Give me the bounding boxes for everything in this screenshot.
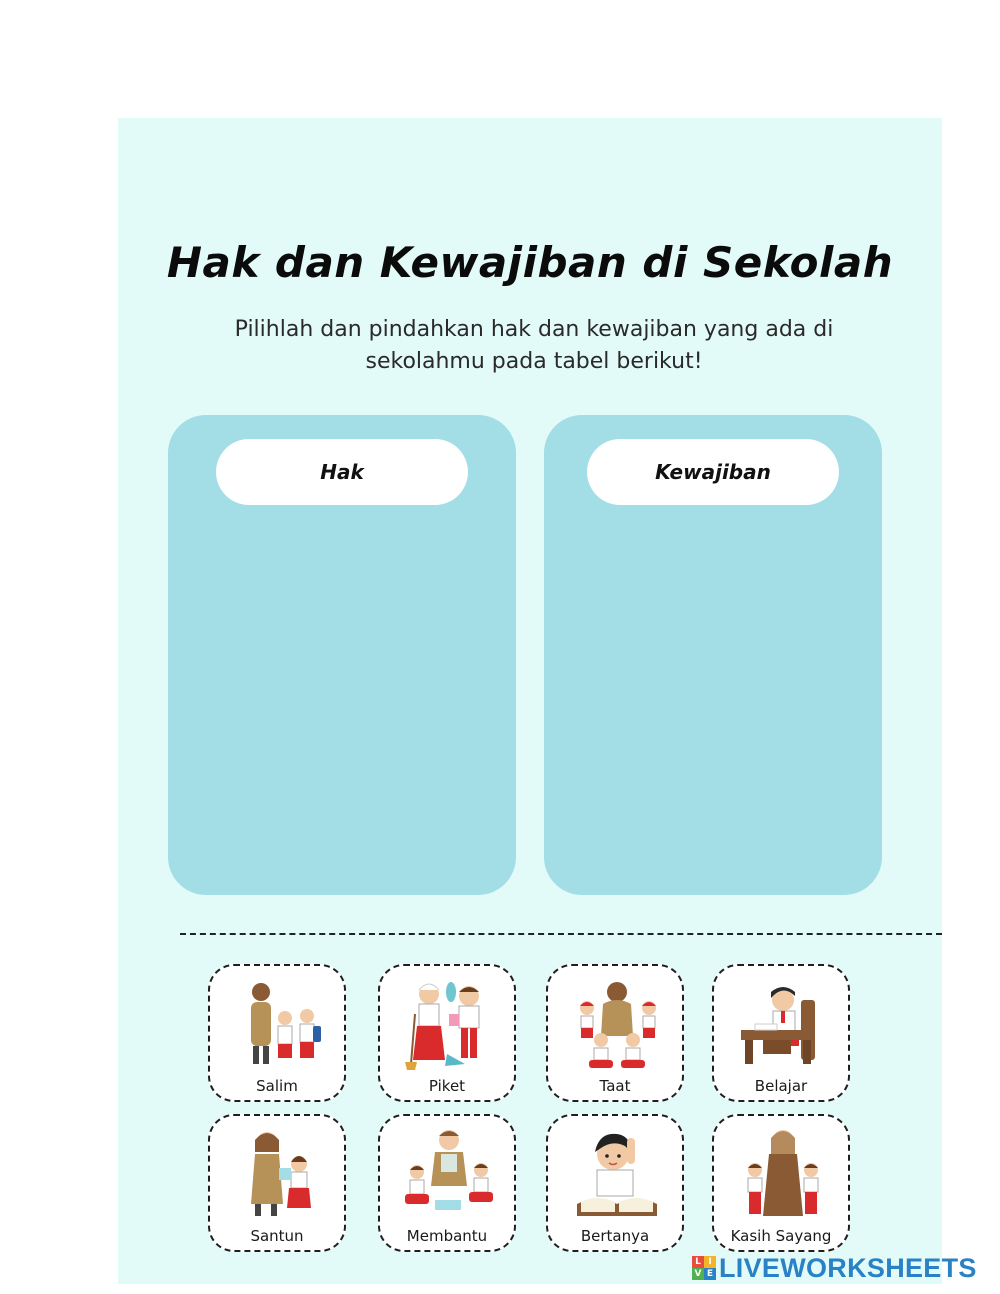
logo-letter: V bbox=[692, 1268, 704, 1280]
liveworksheets-logo bbox=[692, 1252, 977, 1284]
logo-letter: L bbox=[692, 1256, 704, 1268]
drop-zone-hak[interactable] bbox=[168, 415, 516, 895]
drag-card-membantu[interactable] bbox=[378, 1114, 516, 1252]
drop-zone-kewajiban[interactable] bbox=[544, 415, 882, 895]
worksheet-page bbox=[118, 118, 942, 1284]
column-header-hak: Hak bbox=[216, 439, 468, 505]
card-label: Membantu bbox=[406, 1227, 488, 1245]
card-label: Salim bbox=[256, 1077, 298, 1095]
logo-letter: E bbox=[704, 1268, 716, 1280]
instruction-line-1: Pilihlah dan pindahkan hak dan kewajiban yang ada di bbox=[234, 317, 834, 342]
card-label: Kasih Sayang bbox=[730, 1227, 832, 1245]
card-label: Taat bbox=[599, 1077, 631, 1095]
card-label: Santun bbox=[250, 1227, 304, 1245]
instruction-text bbox=[178, 314, 890, 378]
page-title: Hak dan Kewajiban di Sekolah bbox=[166, 238, 894, 287]
logo-letter: I bbox=[704, 1256, 716, 1268]
drag-card-bertanya[interactable] bbox=[546, 1114, 684, 1252]
teacher-greeting-students-icon bbox=[229, 974, 329, 1078]
dashed-divider bbox=[180, 933, 942, 935]
drag-card-belajar[interactable] bbox=[712, 964, 850, 1102]
drag-card-piket[interactable] bbox=[378, 964, 516, 1102]
column-header-kewajiban: Kewajiban bbox=[587, 439, 839, 505]
students-cleaning-icon bbox=[399, 974, 499, 1078]
helping-friends-icon bbox=[399, 1124, 499, 1228]
card-label: Piket bbox=[428, 1077, 466, 1095]
card-label: Bertanya bbox=[580, 1227, 650, 1245]
logo-mark-icon bbox=[692, 1256, 716, 1280]
student-at-desk-icon bbox=[733, 974, 833, 1078]
drag-card-kasih-sayang[interactable] bbox=[712, 1114, 850, 1252]
teacher-and-student-icon bbox=[229, 1124, 329, 1228]
drag-card-salim[interactable] bbox=[208, 964, 346, 1102]
logo-text: LIVEWORKSHEETS bbox=[719, 1252, 977, 1283]
drag-card-taat[interactable] bbox=[546, 964, 684, 1102]
mother-hugging-children-icon bbox=[733, 1124, 833, 1228]
drag-card-santun[interactable] bbox=[208, 1114, 346, 1252]
instruction-line-2: sekolahmu pada tabel berikut! bbox=[365, 349, 703, 374]
teacher-with-students-icon bbox=[567, 974, 667, 1078]
card-label: Belajar bbox=[754, 1077, 808, 1095]
student-raising-hand-icon bbox=[567, 1124, 667, 1228]
